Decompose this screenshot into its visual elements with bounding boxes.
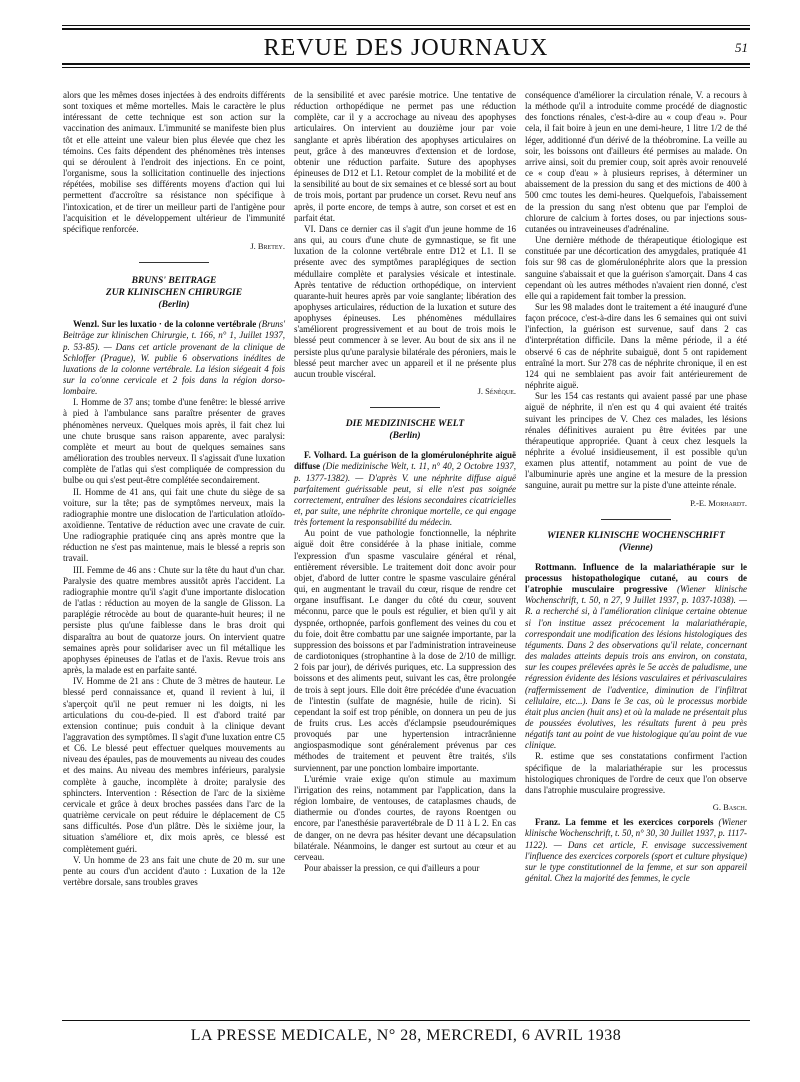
paragraph: R. estime que ses constatations confirment l'action spécifique de la malariathérapie sur les processus histologiques chroniques de l'ordre de ceux que l'on observe dans l'atrophie musculaire progressive.	[525, 751, 747, 795]
journal-city: (Berlin)	[158, 300, 190, 311]
paragraph: L'urémie vraie exige qu'on stimule au maximum l'irrigation des reins, notamment par l'application, dans la région lombaire, de ventouses, de cataplasmes chauds, de diathermie ou d'ondes courtes, de rayons Roentgen ou encore, par l'anesthésie paravertébrale de D 11 à L 2. En cas de danger, on ne devra pas hésiter devant une décapsulation bilatérale. Néanmoins, le danger est surtout au cœur et au cerveau.	[294, 773, 516, 862]
article-title: Franz. La femme et les exercices corporels	[535, 817, 714, 828]
page-footer: LA PRESSE MEDICALE, N° 28, MERCREDI, 6 AVRIL 1938	[190, 1027, 622, 1044]
author-signature: J. Sénèque.	[477, 386, 516, 397]
abstract-paragraph	[294, 450, 516, 528]
article-title: Rottmann. Influence de la malariathérapie sur le processus histopathologique cutané, au cours de l'atrophie musculaire progressive	[525, 561, 747, 595]
paragraph: Une dernière méthode de thérapeutique étiologique est constituée par une décortication des amygdales, pratiquée 41 fois sur 98 cas de glomérulonéphrite alors que la pression sanguine s'abaissait et que la guérison s'amorçait. Dans 4 cas cependant où les autres méthodes n'avaient rien donné, c'est elle qui a rapidement fait tomber la pression.	[525, 235, 747, 301]
journal-city: (Berlin)	[389, 431, 421, 442]
paragraph: conséquence d'améliorer la circulation rénale, V. a recours à la méthode qu'il a introduite comme procédé de diagnostic des fonctions rénales, c'est-à-dire au « coup d'eau ». Pour cela, il fait boire à jeun en une demi-heure, 1 litre 1/2 de thé léger, additionné d'un dérivé de la théobromine. La veille au soir, les boissons ont d'ailleurs été permises au malade. On arrive ainsi, soit du premier coup, soit après avoir renouvelé ce « coup d'eau » à plusieurs reprises, à déterminer un abaissement de la pression du sang et des mictions de 400 à 500 cmc toutes les demi-heures. Quelquefois, l'abaissement de la pression du sang n'est obtenu que par l'emploi de chlorure de calcium à fortes doses, ou par injections sous-cutanées ou intraveineuses d'adrénaline.	[525, 90, 747, 234]
paragraph: alors que les mêmes doses injectées à des endroits différents sont toxiques et même mortelles. Mais le caractère le plus intéressant de cette technique est son action sur la vaccination des animaux. L'immunité se manifeste bien plus tôt et elle atteint une valeur bien plus élevée que chez les témoins. Ces faits dépendent des phénomènes très intenses qui se déroulent à l'endroit des injections. En ce point, l'organisme, sous la sollicitation continuelle des injections répétées, mobilise ses différents moyens d'action qui lui permettent d'accroître sa résistance non spécifique à l'intoxication, et de tirer un meilleur parti de l'antigène pour l'acquisition et le développement ultérieur de l'immunité spécifique renforcée.	[63, 90, 285, 234]
author-signature: G. Basch.	[712, 802, 747, 813]
paragraph: III. Femme de 46 ans : Chute sur la tête du haut d'un char. Paralysie des quatre membres aussitôt après l'accident. La radiographie montre qu'il s'agit d'une importante dislocation de l'atlas : réduction au moyen de la sangle de Glisson. La paraplégie rétrocède au bout de quarante-huit heures; il ne persiste plus qu'une faiblesse dans le bras droit qui disparaîtra au bout de quatorze jours. On intervient quatre semaines après pour solidariser avec un fil métallique les apophyses épineuses de l'atlas et de l'axis. Revue trois ans après, la malade est en parfaite santé.	[63, 564, 285, 676]
page-number: 51	[735, 40, 748, 55]
article-title: F. Volhard. La guérison de la glomérulonéphrite aiguë diffuse	[294, 450, 516, 472]
paragraph: II. Homme de 41 ans, qui fait une chute du siège de sa voiture, sur la tête; pas de symptômes nerveux, mais la radiographie montre une dislocation de l'articulation atloïdo-axoïdienne. Tentative de réduction avec une cravate de cuir. Une radiographie pratiquée cinq ans après montre que la réduction ne s'est pas maintenue, mais le blessé a repris son travail.	[63, 486, 285, 564]
header-rule-bottom-thin	[62, 67, 750, 68]
column-1	[63, 90, 285, 888]
paragraph: de la sensibilité et avec parésie motrice. Une tentative de réduction orthopédique ne permet pas une réduction complète, car il y a accrochage au niveau des apophyses articulaires. On intervient au douzième jour par voie sanglante et après libération des apophyses articulaires on peut, grâce à des manœuvres d'extension et de lordose, obtenir une réduction parfaite. Suture des apophyses épineuses de D12 et L1. Retour complet de la mobilité et de la sensibilité au bout de six semaines et ce blessé sort au bout de trois mois, portant par prudence un corset. Revu neuf ans après, il porte encore, de temps à autre, son corset et est en parfait état.	[294, 90, 516, 223]
journal-name: WIENER KLINISCHE WOCHENSCHRIFT	[547, 530, 725, 541]
section-divider	[139, 262, 209, 263]
journal-name: DIE MEDIZINISCHE WELT	[345, 419, 465, 430]
paragraph: V. Un homme de 23 ans fait une chute de 20 m. sur une pente au cours d'un accident d'auto : Luxation de la 12e vertèbre dorsale, sans troubles graves	[63, 854, 285, 887]
article-reference: (Die medizinische Welt, t. 11, n° 40, 2 Octobre 1937, p. 1377-1382). — D'après V. une néphrite diffuse aiguë parfaitement guérissable peut, si elle n'est pas soignée correctement, entraîner des lésions secondaires cicatricielles et, par suite, une néphrite chronique mortelle, ce qui engage très fortement la responsabilité du médecin.	[294, 461, 516, 528]
journal-name: BRUNS' BEITRAGE	[131, 276, 217, 287]
author-signature: P.-E. Morhardt.	[690, 497, 747, 508]
journal-heading	[525, 530, 747, 554]
author-signature: J. Bretey.	[250, 241, 285, 252]
paragraph: Pour abaisser la pression, ce qui d'ailleurs a pour	[304, 863, 480, 873]
section-divider	[370, 407, 440, 408]
column-2	[294, 90, 516, 874]
article-reference: (Wiener klinische Wochenschrift, t. 50, n° 30, 30 Juillet 1937, p. 1117-1122). — Dans cet article, F. envisage successivement l'influence des exercices corporels (sport et culture physique) sur le type constitutionnel de la femme, et sur son appareil génital. Chez la majorité des femmes, le cycle	[525, 817, 747, 883]
abstract-paragraph	[525, 562, 747, 752]
article-title: Wenzl. Sur les luxatio · de la colonne vertébrale	[73, 319, 257, 330]
journal-header-title: REVUE DES JOURNAUX	[263, 35, 549, 61]
section-divider	[601, 519, 671, 520]
journal-heading	[63, 275, 285, 311]
abstract-paragraph	[63, 319, 285, 397]
journal-name-line2: ZUR KLINISCHEN CHIRURGIE	[105, 288, 243, 299]
paragraph: Au point de vue pathologie fonctionnelle, la néphrite aiguë doit être considérée à la phase initiale, comme l'expression d'un spasme vasculaire général et rénal, entièrement réversible. Le traitement doit donc avoir pour objet, d'abord de lutter contre le spasme vasculaire général qui, en augmentant le travail du cœur, risque de rendre cet organe insuffisant. Le danger du côté du cœur, souvent méconnu, parce que le pouls est régulier, et bien qu'il y ait dyspnée, orthopnée, parfois gonflement des veines du cou et du foie, doit être combattu par une saignée importante, par la suppression des boissons et par l'administration intraveineuse de cardiotoniques (strophantine à la dose de 2/10 de milligr. 2 fois par jour), de dérivés puriques, etc. La suppression des boissons et des aliments peut, suivant les cas, être prolongée de trois à sept jours. Elle doit être précédée d'une évacuation de l'intestin (sulfate de magnésie, huile de ricin). Si cependant la soif est trop pénible, on donnera un peu de jus de fruits crus. Les accès d'éclampsie pseudourémiques provoqués par une hypertension intracrânienne angiospasmodique sont généralement prévenus par ces méthodes de traitement et peuvent être traités, s'ils surviennent, par une ponction lombaire importante.	[294, 528, 516, 773]
article-reference: (Wiener klinische Wochenschrift, t. 50, n 27, 9 Juillet 1937, p. 1037-1038). — R. a recherché si, à l'amélioration clinique certaine obtenue si l'on institue assez précocement la malariathérapie, correspondait une modification des lésions histologiques des téguments. Dans 2 des observations qu'il relate, concernant des malades atteints depuis trois ans environ, on constata, sur les coupes prélevées après le 5e accès de paludisme, une régression évidente des lésions vasculaires et périvasculaires (raffermissement de l'adventice, diminution de l'infiltrat cellulaire, etc...). Dans le 3e cas, où le processus morbide était plus ancien (huit ans) et où la malade ne présentait plus de poussées évolutives, les résultats furent à peu près négatifs tant au point de vue histologique qu'au point de vue clinique.	[525, 584, 747, 751]
paragraph: Sur les 98 malades dont le traitement a été inauguré d'une façon précoce, c'est-à-dire dans les 6 semaines qui ont suivi l'infection, la guérison est survenue, sauf dans 2 cas d'interprétation difficile. Dans la même période, il a été observé 6 cas de néphrite subaiguë, dont 5 ont rapidement entraîné la mort. Sur 278 cas de néphrite chronique, il en est 124 qui ne semblaient pas avoir fait antérieurement de néphrite aiguë.	[525, 301, 747, 391]
paragraph: I. Homme de 37 ans; tombe d'une fenêtre: le blessé arrive à pied à l'ambulance sans paraître présenter de graves phénomènes nerveux. Quelques mois après, il fait chez lui une chute brusque sans raison apparente, avec paralysi: complète et meurt au bout de quelques semaines sans amélioration des troubles nerveux. Il s'agissait d'une luxation complète de l'atlas qui s'est compliquée de compression du bulbe ou qui s'est peut-être complétée secondairement.	[63, 397, 285, 486]
paragraph: Sur les 154 cas restants qui avaient passé par une phase aiguë de néphrite, il n'en est qu 4 qui avaient été traités suivant les principes de V. Chez ces malades, les lésions rénales définitives auraient pu être évitées par une thérapeutique appropriée. Quant à ceux chez lesquels la néphrite a évolué insidieusement, il est possible qu'un examen plus attentif, notamment au point de vue de l'albuminurie après une angine et la mesure de la pression sanguine, aurait pu mettre sur la piste d'une atteinte rénale.	[525, 391, 747, 491]
paragraph: IV. Homme de 21 ans : Chute de 3 mètres de hauteur. Le blessé perd connaissance et, quand il revient à lui, il s'aperçoit qu'il ne peut remuer ni les doigts, ni les articulations du cou-de-pied. Il est d'abord traité par extension continue; puis conduit à la clinique devant l'aggravation des symptômes. Il s'agit d'une luxation entre C5 et C6. Le blessé peut effectuer quelques mouvements au niveau des épaules, pas de mouvements au niveau des coudes et des mains. Au niveau des membres inférieurs, paralysie complète à gauche, incomplète à droite; paralysie des sphincters. Intervention : Résection de l'arc de la sixième cervicale et grâce à deux broches passées dans l'arc de la quatrième cervicale on peut réduire le déplacement de C5 sans difficultés. Pose d'un plâtre. Dès le sixième jour, la situation s'améliore et, dix mois après, ce blessé est complètement guéri.	[63, 676, 285, 854]
footer-rule	[62, 1020, 750, 1021]
paragraph: VI. Dans ce dernier cas il s'agit d'un jeune homme de 16 ans qui, au cours d'une chute de gymnastique, se fit une luxation de la colonne vertébrale entre D12 et L1. Il se présente avec des symptômes paraplégiques de section médullaire complète et paralysies vésicale et intestinale. Après tentative de réduction orthopédique, on intervient quarante-huit heures après par voie sanglante; libération des apophyses articulaires, réduction de la luxation et suture des apophyses épineuses. Les phénomènes médullaires s'améliorent progressivement et au bout de trois mois le blessé peut commencer à se lever. Au bout de six ans il ne persiste plus qu'une paralysie bilatérale des péroniers, mais le blessé peut marcher avec un appareil et il ne présente plus aucun trouble viscéral.	[294, 223, 516, 379]
article-reference: (Bruns' Beiträge zur klinischen Chirurgie, t. 166, n° 1, Juillet 1937, p. 53-85). — Dans cet article provenant de la clinique de Schloffer (Prague), W. publie 6 observations inédites de luxations de la colonne vertébrale. La lésion siégeait 4 fois sur la co'onne cervicale et 2 fois dans la région dorso-lombaire.	[63, 319, 286, 397]
column-3	[525, 90, 747, 884]
header-rule-bottom	[62, 63, 750, 65]
journal-heading	[294, 418, 516, 442]
header-rule-top-thick	[62, 28, 750, 30]
header-rule-top	[62, 25, 750, 26]
journal-city: (Vienne)	[619, 542, 653, 553]
abstract-paragraph	[525, 817, 747, 884]
